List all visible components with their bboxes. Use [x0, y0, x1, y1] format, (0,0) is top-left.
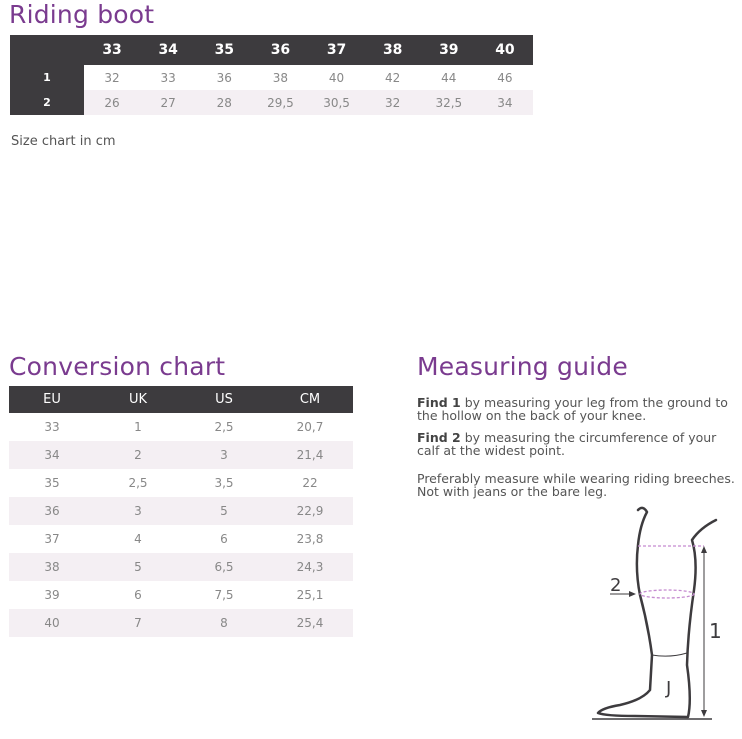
table-cell: 34: [9, 441, 95, 469]
leg-outline: [598, 508, 716, 717]
conversion-table: [9, 386, 353, 637]
header-us: US: [181, 386, 267, 413]
table-cell: 2,5: [95, 469, 181, 497]
header-uk: UK: [95, 386, 181, 413]
find-2-text: by measuring the circumference of your calf at the widest point.: [417, 430, 717, 458]
table-cell: 32: [84, 65, 140, 90]
find-1-label: Find 1: [417, 395, 461, 410]
row-label: 1: [10, 65, 84, 90]
diagram-label-1: 1: [709, 619, 722, 643]
table-cell: 4: [95, 525, 181, 553]
table-row: [9, 469, 353, 497]
row-label: 2: [10, 90, 84, 115]
table-cell: 20,7: [267, 413, 353, 441]
table-cell: 29,5: [252, 90, 308, 115]
header-cm: CM: [267, 386, 353, 413]
size-header-cell: 33: [84, 35, 140, 65]
conversion-chart-title: Conversion chart: [9, 352, 226, 381]
size-header-cell: 37: [309, 35, 365, 65]
table-cell: 25,1: [267, 581, 353, 609]
header-eu: EU: [9, 386, 95, 413]
table-cell: 32: [365, 90, 421, 115]
table-cell: 22,9: [267, 497, 353, 525]
table-row: [9, 497, 353, 525]
calf-measure-ellipse: [640, 590, 694, 598]
table-cell: 7,5: [181, 581, 267, 609]
diagram-label-j: J: [666, 678, 672, 699]
measuring-guide-title: Measuring guide: [417, 352, 628, 381]
table-cell: 34: [477, 90, 533, 115]
table-cell: 27: [140, 90, 196, 115]
table-cell: 23,8: [267, 525, 353, 553]
table-row: [9, 413, 353, 441]
table-cell: 38: [9, 553, 95, 581]
table-cell: 21,4: [267, 441, 353, 469]
header-corner-cell: [10, 35, 84, 65]
table-cell: 3: [95, 497, 181, 525]
table-cell: 33: [9, 413, 95, 441]
size-chart-note: Size chart in cm: [11, 134, 116, 149]
find-2-instruction: [417, 431, 737, 457]
arrow-right-icon: [629, 591, 636, 597]
table-row: [9, 609, 353, 637]
table-row: [9, 553, 353, 581]
conversion-header-row: [9, 386, 353, 413]
table-cell: 28: [196, 90, 252, 115]
size-header-cell: 38: [365, 35, 421, 65]
size-header-row: [10, 35, 533, 65]
size-header-cell: 39: [421, 35, 477, 65]
table-cell: 36: [196, 65, 252, 90]
table-cell: 3: [181, 441, 267, 469]
table-cell: 24,3: [267, 553, 353, 581]
size-header-cell: 35: [196, 35, 252, 65]
table-cell: 39: [9, 581, 95, 609]
table-cell: 33: [140, 65, 196, 90]
table-cell: 8: [181, 609, 267, 637]
table-row: [9, 581, 353, 609]
table-cell: 38: [252, 65, 308, 90]
table-cell: 6: [95, 581, 181, 609]
measuring-note: Preferably measure while wearing riding breeches. Not with jeans or the bare leg.: [417, 471, 735, 499]
leg-measurement-diagram: [580, 500, 730, 730]
table-cell: 3,5: [181, 469, 267, 497]
table-row: [9, 441, 353, 469]
table-cell: 6,5: [181, 553, 267, 581]
table-cell: 2: [95, 441, 181, 469]
ankle-detail: [652, 653, 687, 656]
table-cell: 1: [95, 413, 181, 441]
table-cell: 32,5: [421, 90, 477, 115]
table-cell: 5: [181, 497, 267, 525]
table-cell: 2,5: [181, 413, 267, 441]
find-1-text: by measuring your leg from the ground to the hollow on the back of your knee.: [417, 395, 728, 423]
table-row: [10, 90, 533, 115]
table-cell: 26: [84, 90, 140, 115]
table-cell: 22: [267, 469, 353, 497]
table-cell: 46: [477, 65, 533, 90]
riding-boot-title: Riding boot: [9, 0, 155, 29]
table-cell: 7: [95, 609, 181, 637]
size-header-cell: 36: [252, 35, 308, 65]
table-cell: 35: [9, 469, 95, 497]
diagram-label-2: 2: [610, 575, 622, 596]
table-row: [10, 65, 533, 90]
size-header-cell: 40: [477, 35, 533, 65]
size-header-cell: 34: [140, 35, 196, 65]
table-cell: 25,4: [267, 609, 353, 637]
find-2-label: Find 2: [417, 430, 461, 445]
table-cell: 36: [9, 497, 95, 525]
table-cell: 30,5: [309, 90, 365, 115]
riding-boot-size-table: [10, 35, 533, 115]
table-row: [9, 525, 353, 553]
table-cell: 40: [309, 65, 365, 90]
table-cell: 37: [9, 525, 95, 553]
table-cell: 40: [9, 609, 95, 637]
arrow-down-icon: [701, 710, 707, 717]
find-1-instruction: [417, 396, 737, 422]
table-cell: 42: [365, 65, 421, 90]
table-cell: 44: [421, 65, 477, 90]
arrow-up-icon: [701, 546, 707, 553]
table-cell: 6: [181, 525, 267, 553]
table-cell: 5: [95, 553, 181, 581]
